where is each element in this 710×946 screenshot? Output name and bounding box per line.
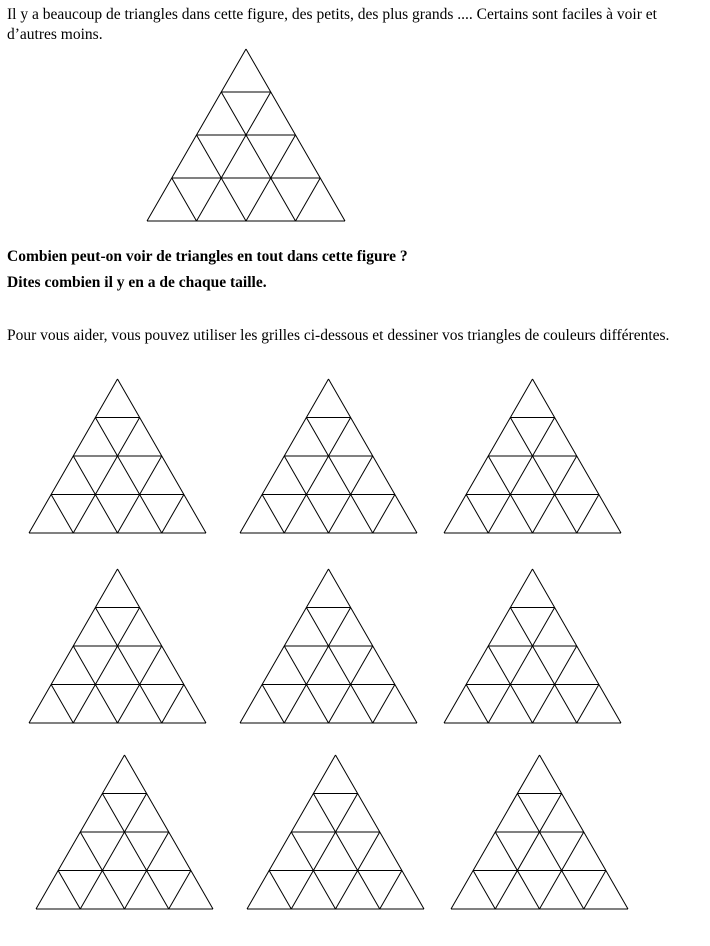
- grid-line-diagonal-right: [95, 608, 161, 724]
- grid-line-diagonal-right: [306, 418, 372, 534]
- grid-line-diagonal-left: [488, 608, 554, 724]
- grid-line-diagonal-left: [373, 685, 395, 724]
- grid-line-diagonal-left: [80, 794, 146, 910]
- grid-line-diagonal-left: [162, 685, 184, 724]
- grid-line-diagonal-right: [466, 685, 488, 724]
- grid-line-diagonal-left: [577, 685, 599, 724]
- grid-line-diagonal-right: [466, 495, 488, 534]
- grid-line-diagonal-right: [102, 794, 168, 910]
- grid-line-diagonal-left: [284, 418, 350, 534]
- grid-line-diagonal-left: [380, 871, 402, 910]
- grid-line-diagonal-right: [221, 92, 295, 221]
- grid-line-diagonal-left: [296, 178, 321, 221]
- practice-grid-1[interactable]: [29, 379, 206, 533]
- grid-line-diagonal-left: [162, 495, 184, 534]
- practice-grid-8[interactable]: [247, 755, 424, 909]
- grid-line-diagonal-right: [172, 178, 197, 221]
- grid-line-diagonal-left: [584, 871, 606, 910]
- grid-line-diagonal-left: [495, 794, 561, 910]
- question-triangles-by-size: Dites combien il y en a de chaque taille.: [7, 274, 267, 291]
- grid-line-diagonal-left: [284, 608, 350, 724]
- grid-line-diagonal-right: [517, 794, 583, 910]
- grid-line-diagonal-left: [197, 92, 271, 221]
- practice-grid-5[interactable]: [240, 569, 417, 723]
- grid-line-diagonal-right: [58, 871, 80, 910]
- grid-line-diagonal-right: [262, 685, 284, 724]
- grid-line-diagonal-right: [95, 418, 161, 534]
- grid-line-diagonal-left: [373, 495, 395, 534]
- grid-line-diagonal-left: [577, 495, 599, 534]
- grid-line-diagonal-left: [73, 418, 139, 534]
- practice-grid-4[interactable]: [29, 569, 206, 723]
- grid-line-diagonal-right: [510, 608, 576, 724]
- help-text: Pour vous aider, vous pouvez utiliser les grilles ci-dessous et dessiner vos triangles de couleurs différentes.: [7, 327, 670, 344]
- practice-grid-3[interactable]: [444, 379, 621, 533]
- grid-line-diagonal-right: [313, 794, 379, 910]
- question-total-triangles: Combien peut-on voir de triangles en tout dans cette figure ?: [7, 248, 408, 265]
- grid-line-diagonal-left: [488, 418, 554, 534]
- intro-text: Il y a beaucoup de triangles dans cette figure, des petits, des plus grands .... Certains sont faciles à voir et d’autres moins.: [7, 6, 657, 43]
- practice-grid-7[interactable]: [36, 755, 213, 909]
- grid-line-diagonal-right: [473, 871, 495, 910]
- practice-grid-2[interactable]: [240, 379, 417, 533]
- practice-grid-9[interactable]: [451, 755, 628, 909]
- grid-line-diagonal-left: [291, 794, 357, 910]
- grid-line-diagonal-left: [169, 871, 191, 910]
- grid-line-diagonal-right: [262, 495, 284, 534]
- grid-line-diagonal-right: [510, 418, 576, 534]
- grid-line-diagonal-right: [269, 871, 291, 910]
- grid-line-diagonal-left: [73, 608, 139, 724]
- grid-line-diagonal-right: [51, 685, 73, 724]
- grid-line-diagonal-right: [51, 495, 73, 534]
- practice-grid-6[interactable]: [444, 569, 621, 723]
- main-triangle-figure: [147, 49, 345, 221]
- grid-line-diagonal-right: [306, 608, 372, 724]
